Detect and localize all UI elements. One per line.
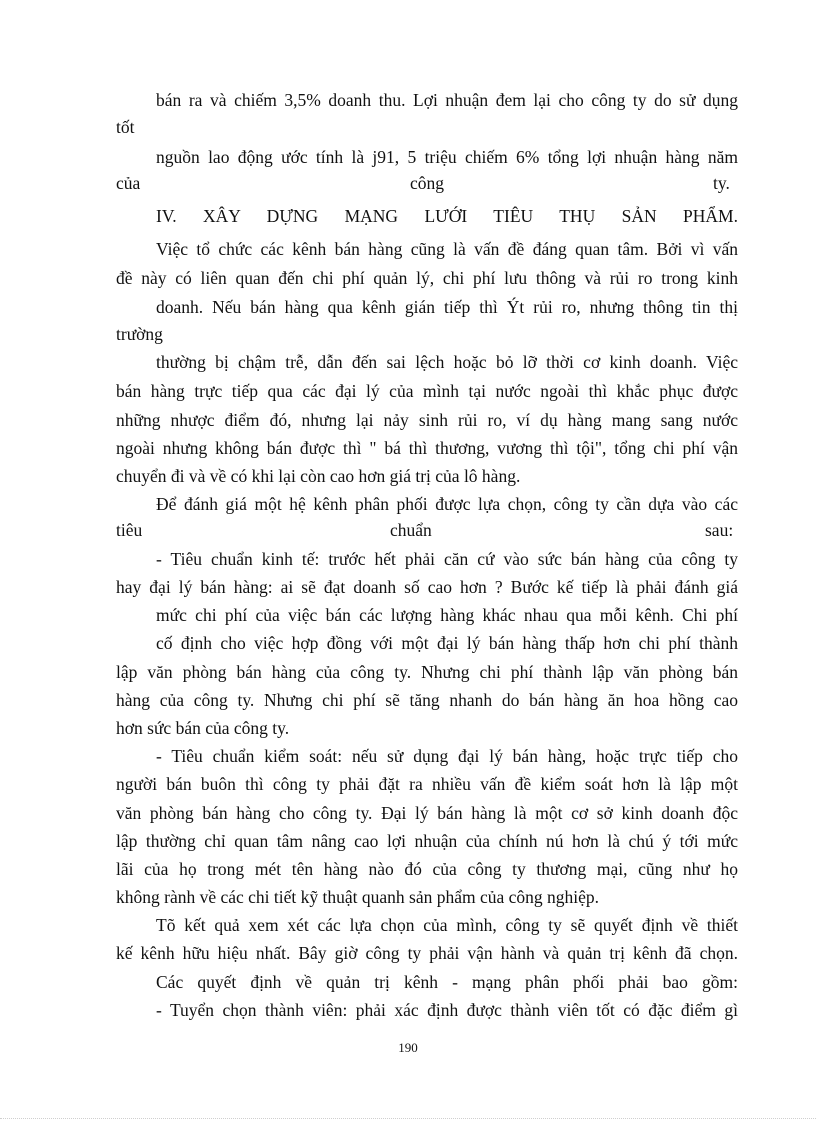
- text-line: sau:: [705, 520, 734, 540]
- text-line: của: [116, 173, 141, 193]
- text-line: những nhược điểm đó, nhưng lại nảy sinh rủi ro, ví dụ hàng mang sang nước: [116, 410, 738, 430]
- text-line: chuẩn: [390, 520, 432, 540]
- text-line: - Tuyển chọn thành viên: phải xác định được thành viên tốt có đặc điểm gì: [156, 1000, 738, 1020]
- text-line: doanh. Nếu bán hàng qua kênh gián tiếp thì Ýt rủi ro, nhưng thông tin thị: [156, 297, 738, 317]
- text-line: ty.: [713, 173, 730, 193]
- text-line: kế kênh hữu hiệu nhất. Bây giờ công ty phải vận hành và quản trị kênh đã chọn.: [116, 943, 738, 963]
- text-line: thường bị chậm trễ, dẫn đến sai lệch hoặc bỏ lỡ thời cơ kinh doanh. Việc: [156, 352, 738, 372]
- text-line: người bán buôn thì công ty phải đặt ra nhiều vấn đề kiểm soát hơn là lập một: [116, 774, 738, 794]
- text-line: cố định cho việc hợp đồng với một đại lý bán hàng thấp hơn chi phí thành: [156, 633, 738, 653]
- text-line: hơn sức bán của công ty.: [116, 718, 290, 738]
- text-line: Việc tổ chức các kênh bán hàng cũng là vấn đề đáng quan tâm. Bởi vì vấn: [156, 239, 738, 259]
- text-line: đề này có liên quan đến chi phí quản lý, chi phí lưu thông và rủi ro trong kinh: [116, 268, 738, 288]
- text-line: hay đại lý bán hàng: ai sẽ đạt doanh số cao hơn ? Bước kế tiếp là phải đánh giá: [116, 577, 738, 597]
- text-line: - Tiêu chuẩn kinh tế: trước hết phải căn cứ vào sức bán hàng của công ty: [156, 549, 738, 569]
- text-line: văn phòng bán hàng cho công ty. Đại lý bán hàng là một cơ sở kinh doanh độc: [116, 803, 738, 823]
- text-line: Tõ kết quả xem xét các lựa chọn của mình, công ty sẽ quyết định về thiết: [156, 915, 738, 935]
- text-line: trường: [116, 324, 163, 344]
- text-line: bán ra và chiếm 3,5% doanh thu. Lợi nhuận đem lại cho công ty do sử dụng: [156, 90, 738, 110]
- text-line: lãi của họ trong mét tên hàng nào đó của công ty thương mại, cũng như họ: [116, 859, 738, 879]
- text-line: bán hàng trực tiếp qua các đại lý của mình tại nước ngoài thì khắc phục được: [116, 381, 738, 401]
- section-heading: IV. XÂY DỰNG MẠNG LƯỚI TIÊU THỤ SẢN PHẨM.: [156, 206, 738, 226]
- text-line: tốt: [116, 117, 135, 137]
- page-number: 190: [398, 1040, 418, 1055]
- text-line: - Tiêu chuẩn kiểm soát: nếu sử dụng đại lý bán hàng, hoặc trực tiếp cho: [156, 746, 738, 766]
- text-line: mức chi phí của việc bán các lượng hàng khác nhau qua mỗi kênh. Chi phí: [156, 605, 738, 625]
- text-line: Để đánh giá một hệ kênh phân phối được lựa chọn, công ty cần dựa vào các: [156, 494, 738, 514]
- text-line: chuyển đi và về có khi lại còn cao hơn giá trị của lô hàng.: [116, 466, 521, 486]
- text-line: không rành về các chi tiết kỹ thuật quanh sản phẩm của công nghiệp.: [116, 887, 600, 907]
- text-line: nguồn lao động ước tính là j91, 5 triệu chiếm 6% tổng lợi nhuận hàng năm: [156, 147, 738, 167]
- text-line: hàng của công ty. Nhưng chi phí sẽ tăng nhanh do bán hàng ăn hoa hồng cao: [116, 690, 738, 710]
- text-line: lập văn phòng bán hàng của công ty. Nhưng chi phí thành lập văn phòng bán: [116, 662, 738, 682]
- text-line: lập thường chỉ quan tâm nâng cao lợi nhuận của chính nú hơn là chú ý tới mức: [116, 831, 738, 851]
- page-bottom-divider: [0, 1118, 816, 1119]
- text-line: ngoài nhưng không bán được thì " bá thì thương, vương thì tội", tổng chi phí vận: [116, 438, 738, 458]
- text-line: công: [410, 173, 445, 193]
- text-line: tiêu: [116, 520, 143, 540]
- text-line: Các quyết định về quản trị kênh - mạng phân phối phải bao gồm:: [156, 972, 738, 992]
